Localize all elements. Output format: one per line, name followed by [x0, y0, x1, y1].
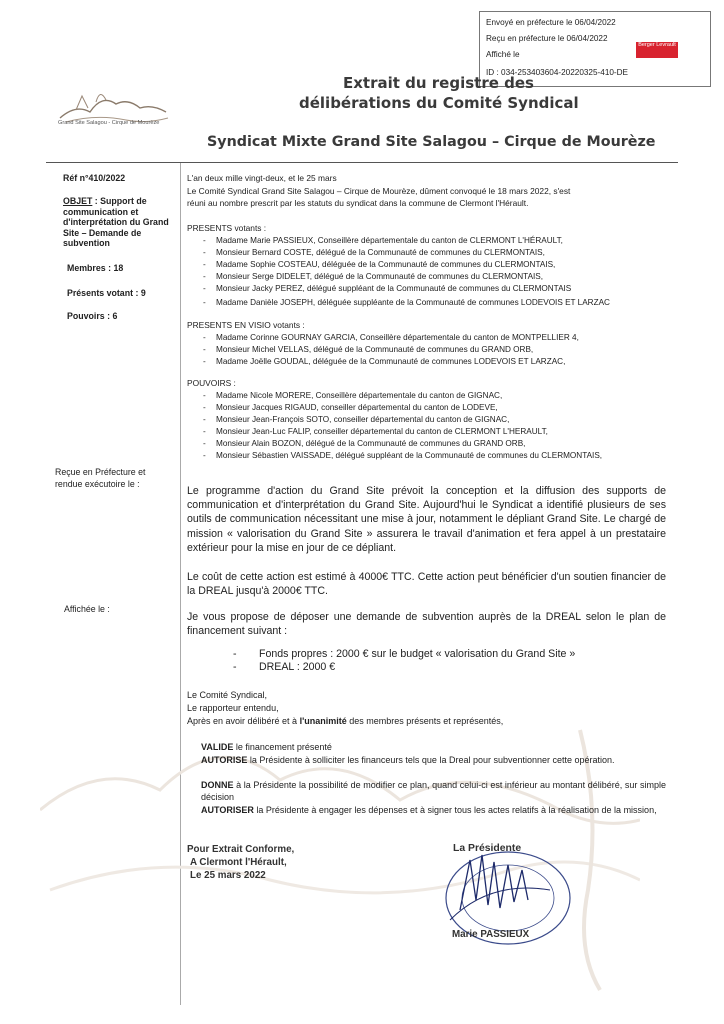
pouvoirs-count: Pouvoirs : 6: [67, 311, 118, 321]
presidente-name: Marie PASSIEUX: [452, 929, 530, 940]
paragraph-cout: Le coût de cette action est estimé à 4000€ TTC. Cette action peut bénéficier d'un soutien financier de la DREAL jusqu'à 2000€ TTC.: [187, 571, 666, 598]
decision-unanimite-pre: Après en avoir délibéré et à: [187, 716, 300, 726]
financement-item: - Fonds propres : 2000 € sur le budget « valorisation du Grand Site »: [259, 648, 575, 660]
paragraph-programme: Le programme d'action du Grand Site prévoit la conception et la diffusion des supports de communication et d'interprétation du Grand Site. Aujourd'hui le Syndicat a identifié plusieurs de ses outils de communication nécessitant une mise à jour, notamment le dépliant Grand Site. Le chargé de mission « valorisation du Grand Site » assurera le travail d'animation et fera appel à un prestataire extérieur pour la mise en jour de ce dépliant.: [187, 485, 666, 554]
decision-rapporteur: Le rapporteur entendu,: [187, 703, 279, 713]
presents-visio-heading: PRESENTS EN VISIO votants :: [187, 320, 305, 330]
valide-text: le financement présenté: [233, 742, 332, 752]
list-item: - Madame Nicole MORERE, Conseillère départementale du canton de GIGNAC,: [216, 391, 502, 400]
list-item: - Monsieur Bernard COSTE, délégué de la Communauté de communes du CLERMONTAIS,: [216, 248, 545, 257]
pouvoirs-heading: POUVOIRS :: [187, 378, 236, 388]
financement-item: - DREAL : 2000 €: [259, 661, 335, 673]
donne-text: à la Présidente la possibilité de modifier ce plan, quand celui-ci est inférieur au montant délibéré, sur simple décision: [201, 780, 666, 802]
autorise-text: la Présidente à solliciter les financeurs tels que la Dreal pour subventionner cette opération.: [247, 755, 615, 765]
recue-line-2: rendue exécutoire le :: [55, 479, 140, 489]
intro-line-3: réuni au nombre prescrit par les statuts du syndicat dans la commune de Clermont l'Hérault.: [187, 198, 529, 208]
membres-count: Membres : 18: [67, 263, 124, 273]
list-item: - Monsieur Sébastien VAISSADE, délégué suppléant de la Communauté de communes du CLERMONTAIS,: [216, 451, 602, 460]
autoriser-text: la Présidente à engager les dépenses et à signer tous les actes relatifs à la réalisation de la mission,: [253, 805, 657, 815]
header-divider: [46, 162, 678, 163]
list-item: - Monsieur Jacques RIGAUD, conseiller départemental du canton de LODEVE,: [216, 403, 498, 412]
presidente-label: La Présidente: [453, 843, 522, 854]
title-line-2: délibérations du Comité Syndical: [299, 94, 579, 112]
extrait-date: Le 25 mars 2022: [190, 870, 266, 881]
decision-autorise: [201, 754, 666, 766]
syndicat-title: Syndicat Mixte Grand Site Salagou – Cirque de Mourèze: [207, 134, 656, 150]
intro-date: L'an deux mille vingt-deux, et le 25 mars: [187, 173, 337, 183]
list-item: - Madame Danièle JOSEPH, déléguée suppléante de la Communauté de communes LODEVOIS ET LARZAC: [216, 298, 610, 307]
list-item: - Madame Sophie COSTEAU, déléguée de la Communauté de communes du CLERMONTAIS,: [216, 260, 555, 269]
extrait-lieu: A Clermont l'Hérault,: [190, 857, 287, 868]
stamp-recu: Reçu en préfecture le 06/04/2022: [486, 34, 608, 43]
stamp-envoye: Envoyé en préfecture le 06/04/2022: [486, 18, 616, 27]
ref-number: Réf n°410/2022: [63, 173, 126, 183]
list-item: - Madame Joëlle GOUDAL, déléguée de la Communauté de communes LODEVOIS ET LARZAC,: [216, 357, 565, 366]
list-item: - Monsieur Alain BOZON, délégué de la Communauté de communes du GRAND ORB,: [216, 439, 525, 448]
stamp-id: ID : 034-253403604-20220325-410-DE: [486, 68, 629, 77]
decision-unanimite-keyword: l'unanimité: [299, 716, 347, 726]
decision-unanimite-post: des membres présents et représentés,: [346, 716, 504, 726]
list-item: - Madame Marie PASSIEUX, Conseillère départementale du canton de CLERMONT L'HÉRAULT,: [216, 236, 563, 245]
autorise-keyword: AUTORISE: [201, 755, 248, 765]
berger-levrault-logo: Berger Levrault: [636, 42, 678, 58]
stamp-affiche: Affiché le: [486, 50, 520, 59]
decision-autoriser: [201, 804, 666, 816]
paragraph-proposition: Je vous propose de déposer une demande de subvention auprès de la DREAL selon le plan de financement suivant :: [187, 611, 666, 638]
list-item: - Monsieur Jean-François SOTO, conseiller départemental du canton de GIGNAC,: [216, 415, 509, 424]
presents-count: Présents votant : 9: [67, 288, 146, 298]
objet-text: : Support de communication et d'interprétation du Grand Site – Demande de subvention: [63, 196, 169, 248]
objet-block: [63, 196, 175, 249]
objet-label: OBJET: [63, 196, 93, 206]
list-item: - Monsieur Jacky PEREZ, délégué suppléant de la Communauté de communes du CLERMONTAIS: [216, 284, 571, 293]
decision-valide: [201, 742, 666, 752]
recue-line-1: Reçue en Préfecture et: [55, 467, 146, 477]
logo-caption: Grand Site Salagou - Cirque de Mourèze: [58, 120, 160, 126]
list-item: - Monsieur Serge DIDELET, délégué de la Communauté de communes du CLERMONTAIS,: [216, 272, 543, 281]
decision-unanimite: [187, 716, 503, 726]
list-item: - Madame Corinne GOURNAY GARCIA, Conseillère départementale du canton de MONTPELLIER 4,: [216, 333, 579, 342]
list-item: - Monsieur Michel VELLAS, délégué de la Communauté de communes du GRAND ORB,: [216, 345, 533, 354]
donne-keyword: DONNE: [201, 780, 234, 790]
valide-keyword: VALIDE: [201, 742, 234, 752]
intro-line-2: Le Comité Syndical Grand Site Salagou – Cirque de Mourèze, dûment convoqué le 18 mars 2022, s'est: [187, 186, 571, 196]
list-item: - Monsieur Jean-Luc FALIP, conseiller départemental du canton de CLERMONT L'HERAULT,: [216, 427, 548, 436]
presents-votants-heading: PRESENTS votants :: [187, 223, 267, 233]
autoriser-keyword: AUTORISER: [201, 805, 254, 815]
decision-comite: Le Comité Syndical,: [187, 690, 268, 700]
title-line-1: Extrait du registre des: [343, 74, 534, 92]
extrait-conforme: Pour Extrait Conforme,: [187, 844, 295, 855]
affichee-label: Affichée le :: [64, 604, 110, 614]
decision-donne: [201, 779, 666, 803]
